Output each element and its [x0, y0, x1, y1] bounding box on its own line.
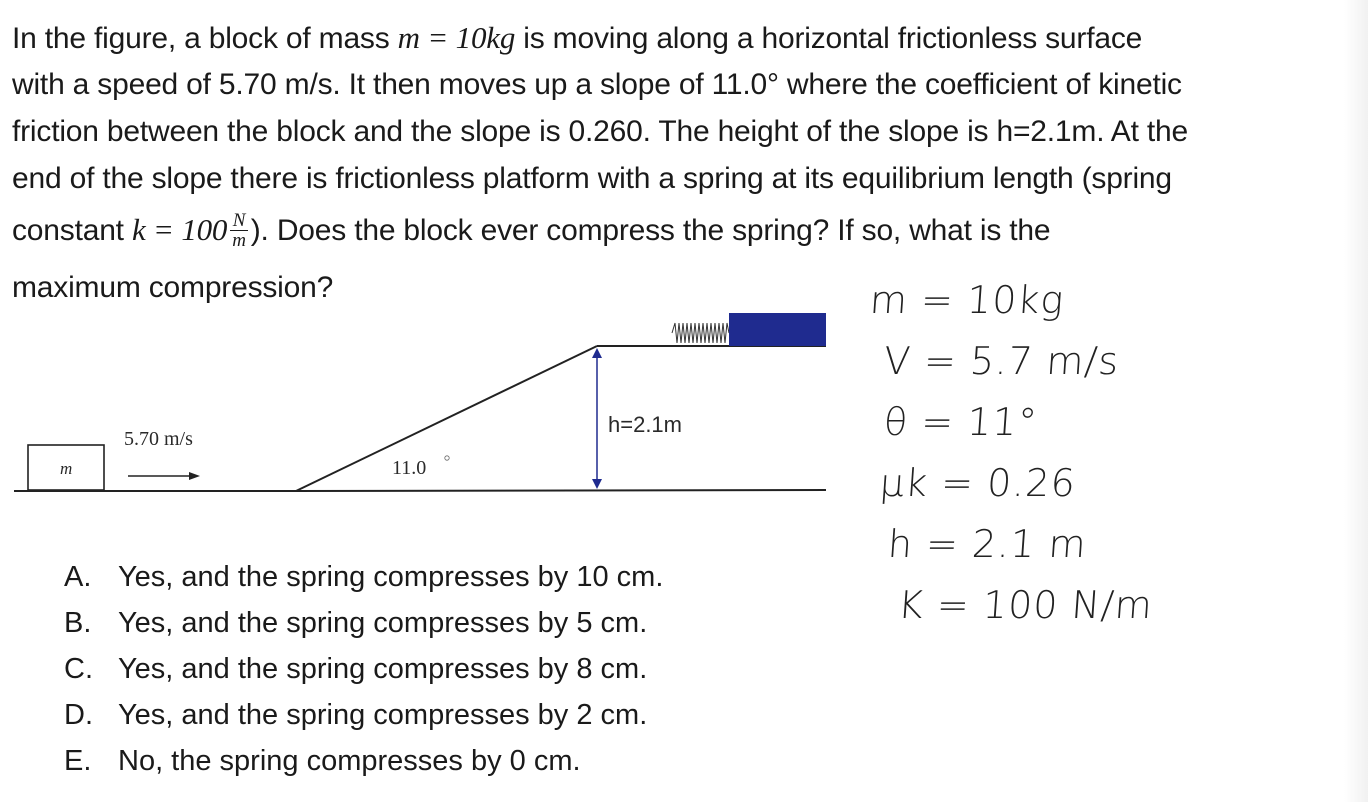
choice-a: A. Yes, and the spring compresses by 10 cm.	[64, 561, 664, 593]
problem-line-2: with a speed of 5.70 m/s. It then moves up a slope of 11.0° where the coefficient of kinetic	[12, 68, 1182, 101]
mass-equation: m = 10kg	[397, 20, 516, 55]
note-friction: μk = 0.26	[878, 461, 1078, 505]
problem-line-4: end of the slope there is frictionless platform with a spring at its equilibrium length (spring	[12, 162, 1172, 195]
units-fraction: $\frac{N}{m}$	[232, 209, 246, 251]
choice-e: E. No, the spring compresses by 0 cm.	[64, 745, 581, 777]
speed-label: 5.70 m/s	[124, 428, 193, 450]
problem-line-3: friction between the block and the slope is 0.260. The height of the slope is h=2.1m. At the	[12, 115, 1188, 148]
choice-b: B. Yes, and the spring compresses by 5 cm.	[64, 607, 648, 639]
note-height: h = 2.1 m	[886, 522, 1089, 566]
wall-block	[729, 313, 826, 346]
choice-c: C. Yes, and the spring compresses by 8 cm.	[64, 653, 648, 685]
angle-label: 11.0	[392, 457, 427, 479]
physics-diagram	[0, 300, 860, 520]
note-velocity: V = 5.7 m/s	[882, 339, 1121, 383]
height-arrowhead-bottom	[592, 479, 602, 489]
page-edge-shadow	[1344, 0, 1368, 802]
answer-choices	[64, 554, 663, 784]
problem-line-1: In the figure, a block of mass m = 10kg is moving along a horizontal frictionless surface	[12, 20, 1143, 55]
spring	[672, 323, 729, 343]
spring-constant-equation: k = 100	[131, 212, 228, 247]
choice-d: D. Yes, and the spring compresses by 2 cm.	[64, 699, 648, 731]
height-arrowhead-top	[592, 348, 602, 358]
problem-statement	[12, 14, 1342, 311]
note-spring-constant: K = 100 N/m	[896, 583, 1155, 627]
height-label: h=2.1m	[608, 412, 682, 437]
degree-symbol	[445, 456, 449, 460]
ground-line-right	[296, 490, 826, 491]
velocity-arrowhead	[189, 472, 200, 480]
slope-line	[296, 346, 597, 491]
problem-line-5: constant k = 100 $\frac{N}{m}$ ). Does the block ever compress the spring? If so, what is the	[12, 209, 1051, 251]
note-angle: θ = 11°	[882, 400, 1040, 444]
note-mass: m = 10kg	[868, 278, 1066, 322]
block-label: m	[60, 459, 73, 478]
problem-line-6: maximum compression?	[12, 271, 334, 304]
handwritten-notes	[870, 270, 1153, 636]
